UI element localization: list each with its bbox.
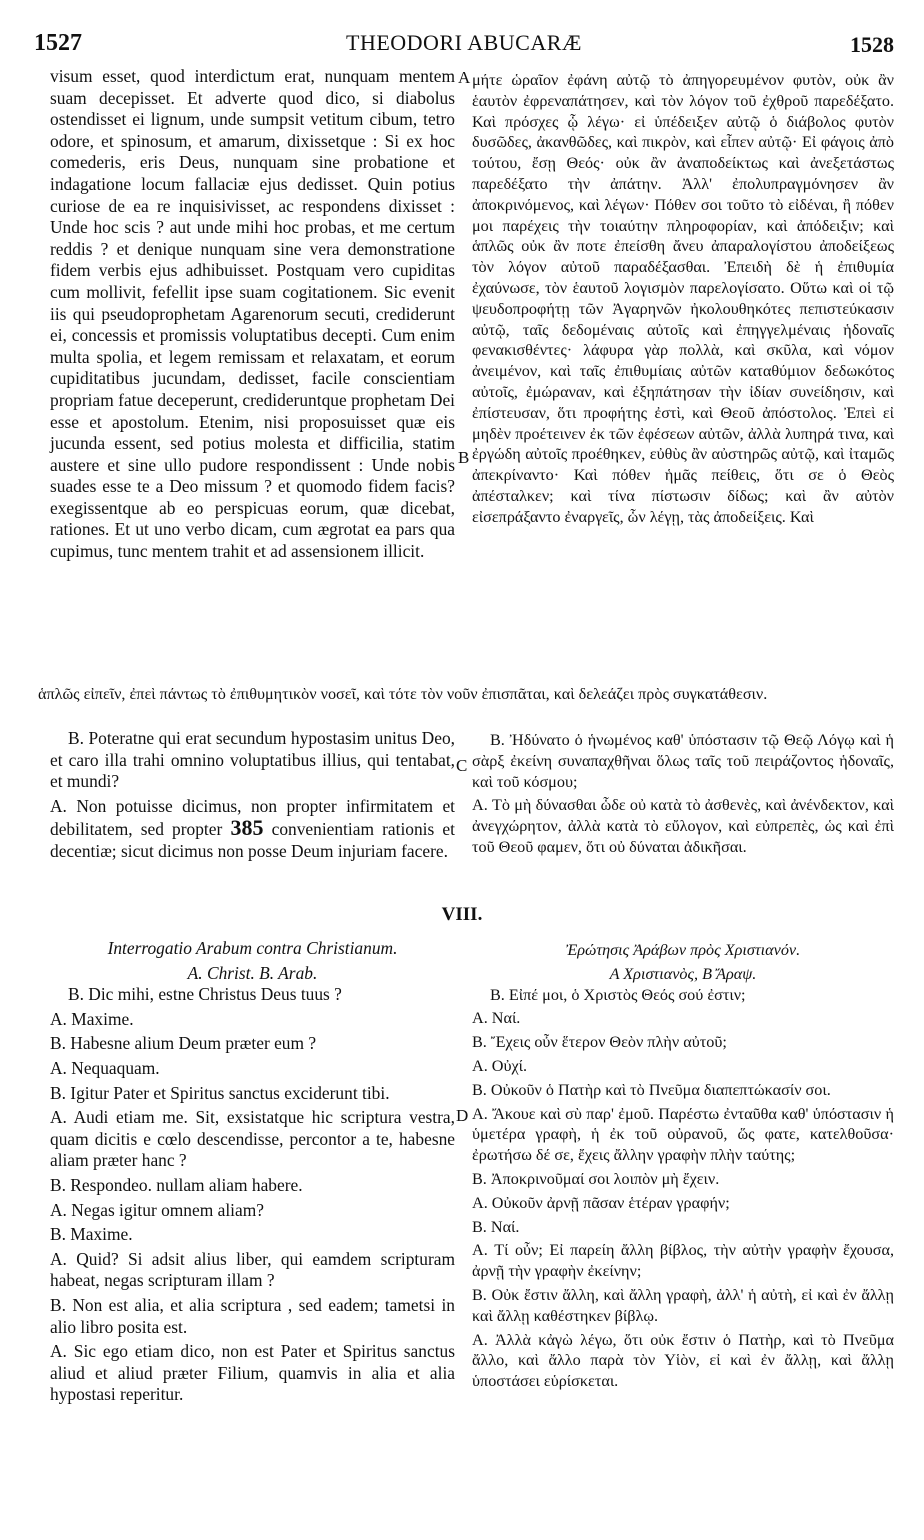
latin-column-block2 xyxy=(50,728,455,863)
running-head: THEODORI ABUCARÆ xyxy=(346,30,582,55)
greek-column-block1 xyxy=(472,70,894,528)
greek-answer: A. Τὸ μὴ δύνασθαι ὧδε οὐ κατὰ τὸ ἀσθενὲς, καὶ ἀνένδεκτον, καὶ ἀνεγχώρητον, ἀλλὰ κατὰ τὸ εὔλογον, καὶ εὐπρεπὲς, ὡς καὶ ἐπὶ τοῦ Θεοῦ φαμεν, ὅτι οὐ δύναται ἀδικῆσαι. xyxy=(472,796,894,856)
latin-paragraph: visum esset, quod interdictum erat, nunquam mentem suam decepisset. Et adverte quod dico, si diabolus ostendisset ei lignum, unde sumpsit vetitum cibum, tetro odore, et spinosum, et amarum, dixissetque : Si ex hoc comederis, eris Deus, nunquam sine probatione et indagatione locum fallaciæ ejus dedisset. Quin potius curiose de ea re inquisivisset, ac respondens dixisset : Unde hoc scis ? aut unde mihi hoc probas, et me certum reddis ? et denique nunquam sine vera demonstratione fidem verbis ejus adhibuisset. Postquam vero cupiditas cum mollivit, fefellit ipse suam cogitationem. Sic evenit iis qui pseudoprophetam Agarenorum secuti, crediderunt ei, concessis et promissis voluptatibus decepti. Cum enim multa spolia, et legem remissam et relaxatam, et eorum cupiditatibus jucundam, dedisset, facile conscientiam propriam fatue deceperunt, credideruntque prophetam Dei esse et apostolum. Etenim, nisi proposuisset quæ eis jucunda essent, sed potius molesta et difficilia, statim austere et sine ullo pudore respondissent : Unde nobis suades esse te a Deo missum ? et quomodo fidem facis? exegissentque ab eo perspicuas eorum, quæ dicebat, rationes. Et ut uno verbo dicam, cum ægrotat ea pars qua cupimus, tunc mentem trahit et ad assensionem illicit. xyxy=(50,66,455,562)
latin-column-block1 xyxy=(50,66,455,563)
latin-dialog-line: A. Quid? Si adsit alius liber, qui eamdem scripturam habeat, negas scripturam illam ? xyxy=(50,1248,455,1291)
margin-marker-a: A xyxy=(458,68,471,87)
latin-dialog-line: A. Nequaquam. xyxy=(50,1057,160,1078)
latin-dialog-line: B. Non est alia, et alia scriptura , sed eadem; tametsi in alio libro posita est. xyxy=(50,1294,455,1337)
greek-dialog-line: B. Οὐκοῦν ὁ Πατὴρ καὶ τὸ Πνεῦμα διαπεπτώκασίν σοι. xyxy=(472,1080,831,1099)
greek-dialog-line: B. Ναί. xyxy=(472,1217,520,1236)
greek-dialog-line: A. Ἀλλὰ κἀγὼ λέγω, ὅτι οὐκ ἔστιν ὁ Πατὴρ, καὶ τὸ Πνεῦμα ἄλλο, καὶ ἄλλο παρὰ τὸν Υἱὸν, εἰ καὶ ἐν ἄλλῃ, καὶ ἄλλῃ ὑποστάσει εὑρίσκεται. xyxy=(472,1330,894,1391)
latin-dialog-line: A. Maxime. xyxy=(50,1008,134,1029)
greek-column-block2 xyxy=(472,730,894,858)
margin-marker-b: B xyxy=(458,448,470,467)
latin-dialog-line: B. Dic mihi, estne Christus Deus tuus ? xyxy=(68,984,342,1005)
greek-dialog-line: A. Ναί. xyxy=(472,1009,521,1028)
latin-question: B. Poteratne qui erat secundum hypostasim unitus Deo, et caro illa trahi omnino voluptatibus illius, qui tentabat, et mundi? xyxy=(50,728,455,792)
latin-dialog-line: A. Sic ego etiam dico, non est Pater et Spiritus sanctus aliud et aliud præter Filium, quamvis in alia et alia hypostasi reperitur. xyxy=(50,1341,455,1405)
margin-marker-c: C xyxy=(456,756,468,775)
greek-paragraph: μήτε ὡραῖον ἐφάνη αὐτῷ τὸ ἀπηγορευμένον φυτὸν, οὐκ ἂν ἑαυτὸν ἐφρεναπάτησεν, καὶ τὸν λόγον τοῦ ἐχθροῦ παρεδέξατο. Καὶ πρόσχες ᾧ λέγω· εἰ ὑπέδειξεν αὐτῷ ὁ διάβολος φυτὸν δυσῶδες, ἀκανθῶδες, καὶ πικρὸν, καὶ εἶπεν αὐτῷ· Εἰ φάγοις ἀπὸ τούτου, ἔσῃ Θεός· οὐκ ἂν ἀναποδείκτως καὶ ἀνεξετάστως παρεδέξατο τὴν ἀπάτην. Ἀλλ' ἐπολυπραγμόνησεν ἂν ἀποκρινόμενος, καὶ λέγων· Πόθεν σοι τοῦτο τὸ εἰδέναι, ἢ πόθεν μοι παρέχεις τὴν τοιαύτην πληροφορίαν, καὶ ἀπόδειξιν; καὶ ἁπλῶς οὐκ ἂν ποτε ἐπείσθη ἄνευ ἀπαραλογίστου ἀποδείξεως τὸν λόγον αὐτοῦ παραδέξασθαι. Ἐπειδὴ δὲ ἡ ἐπιθυμία ἐχαύνωσε, τὸν ἑαυτοῦ λογισμὸν παρελογίσατο. Οὕτω καὶ οἱ τῷ ψευδοπροφήτῃ τῶν Ἀγαρηνῶν ἠκολουθηκότες πεπιστεύκασιν αὐτῷ, ταῖς δεδομέναις αὐτοῖς καὶ ἐπηγγελμέναις ἡδοναῖς φενακισθέντες· λάφυρα γὰρ πολλὰ, καὶ σκῦλα, καὶ νόμον ἀνειμένον, καὶ ταῖς ἐπιθυμίαις αὐτῶν καταθύμιον δεδωκότος αὐτοῖς, ἐμώραναν, καὶ ἐξηπάτησαν τὴν ἰδίαν συνείδησιν, καὶ ἐπίστευσαν, ὅτι προφήτης ἐστὶ, καὶ Θεοῦ ἀπόστολος. Ἐπεὶ εἰ μηδὲν προέτεινεν ἐκ τῶν ἐφέσεων αὐτῶν, ἀλλὰ λυπηρά τινα, καὶ ἐργώδη αὐτοῖς προέθηκεν, εὐθὺς ἂν αὐστηρῶς αὐτῷ, καὶ ἰταμῶς ἀπεκρίναντο· Καὶ πόθεν ἡμᾶς πείθεις, ὅτι σε ὁ Θεὸς ἀπέσταλκεν; καὶ τίνα πίστωσιν δίδως; καὶ ἂν αὐτὸν εἰσεπράξαντο ἐναργεῖς, ὧν λέγῃ, τὰς ἀποδείξεις. Καὶ xyxy=(472,71,894,526)
latin-answer-part1: A. Non potuisse dicimus, non propter infirmitatem et debilitatem, sed propter xyxy=(50,795,455,840)
greek-question: B. Ἠδύνατο ὁ ἡνωμένος καθ' ὑπόστασιν τῷ Θεῷ Λόγῳ καὶ ἡ σὰρξ ἐκείνη συναπαχθῆναι ὅλως ταῖς τοῦ πειράζοντος ἡδοναῖς, καὶ τοῦ κόσμου; xyxy=(472,731,894,791)
greek-dialog-line: A. Τί οὖν; Εἰ παρείη ἄλλη βίβλος, τὴν αὐτὴν γραφὴν ἔχουσα, ἀρνῇ τὴν γραφὴν ἐκείνην; xyxy=(472,1241,894,1281)
latin-dialog-line: A. Audi etiam me. Sit, exsistatque hic scriptura vestra, quam dicitis e cœlo descendisse, percontor a te, habesne aliam præter hanc ? xyxy=(50,1107,455,1171)
greek-dialog-title: Ἐρώτησις Ἀράβων πρὸς Χριστιανόν. xyxy=(565,941,801,959)
latin-dialog-lines xyxy=(50,984,455,1406)
greek-dialog-line: B. Ἔχεις οὖν ἕτερον Θεὸν πλὴν αὐτοῦ; xyxy=(472,1033,727,1052)
section-number: VIII. xyxy=(441,904,483,925)
page-header xyxy=(34,30,894,60)
latin-answer xyxy=(50,796,455,863)
greek-dialog-lines xyxy=(472,985,894,1392)
greek-dialog-line: A. Οὐχί. xyxy=(472,1056,528,1075)
latin-dialog-line: B. Maxime. xyxy=(50,1224,133,1245)
latin-dialog-column xyxy=(50,938,455,1406)
latin-dialog-line: B. Igitur Pater et Spiritus sanctus exciderunt tibi. xyxy=(50,1082,390,1103)
latin-answer-part2: convenientiam rationis et decentiæ; sicut dicimus non posse Deum injuriam facere. xyxy=(50,819,455,861)
greek-dialog-line: B. Οὐκ ἔστιν ἄλλη, καὶ ἄλλη γραφὴ, ἀλλ' ἡ αὐτὴ, εἰ καὶ ἐν ἄλλῃ καὶ ἄλλῃ καθέστηκεν βίβλῳ. xyxy=(472,1285,894,1325)
latin-speakers: A. Christ. B. Arab. xyxy=(187,962,318,983)
column-number: 385 xyxy=(230,815,264,841)
page-number-right: 1528 xyxy=(850,32,894,57)
latin-dialog-title: Interrogatio Arabum contra Christianum. xyxy=(107,938,398,958)
greek-dialog-line: A. Οὐκοῦν ἀρνῇ πᾶσαν ἑτέραν γραφήν; xyxy=(472,1193,730,1212)
greek-dialog-line: A. Ἄκουε καὶ σὺ παρ' ἐμοῦ. Παρέστω ἐνταῦθα καθ' ὑπόστασιν ἡ ὑμετέρα γραφὴ, ἡ ἐκ τοῦ οὐρανοῦ, ὥς φατε, κατελθοῦσα· ἐρωτήσω δέ σε, ἔχεις ἄλλην γραφὴν πλὴν ταύτης; xyxy=(472,1104,894,1165)
margin-marker-d: D xyxy=(456,1106,469,1125)
greek-fullwidth-line: ἁπλῶς εἰπεῖν, ἐπεὶ πάντως τὸ ἐπιθυμητικὸν νοσεῖ, καὶ τότε τὸν νοῦν ἐπισπᾶται, καὶ δελεάζει πρὸς συγκατάθεσιν. xyxy=(38,685,768,703)
greek-dialog-column xyxy=(472,940,894,1392)
greek-dialog-line: B. Εἰπέ μοι, ὁ Χριστὸς Θεός σού ἐστιν; xyxy=(490,985,746,1004)
latin-dialog-line: B. Habesne alium Deum præter eum ? xyxy=(50,1033,317,1054)
page-number-left: 1527 xyxy=(34,30,82,56)
latin-dialog-line: B. Respondeo. nullam aliam habere. xyxy=(50,1174,303,1195)
latin-dialog-line: A. Negas igitur omnem aliam? xyxy=(50,1199,264,1220)
greek-speakers: Α Χριστιανὸς, Β Ἄραψ. xyxy=(609,964,757,983)
greek-dialog-line: B. Ἀποκρινοῦμαί σοι λοιπὸν μὴ ἔχειν. xyxy=(472,1169,720,1188)
